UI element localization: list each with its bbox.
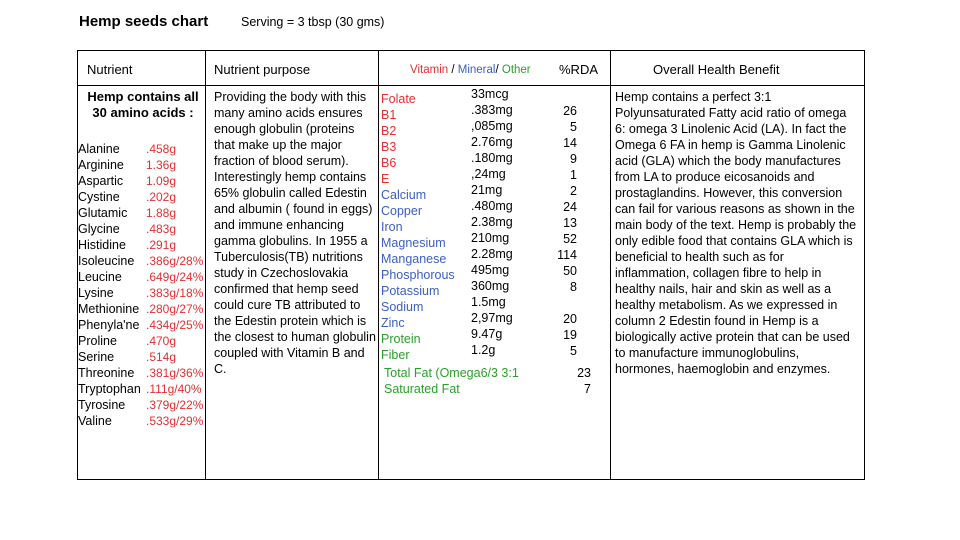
amino-acid-row xyxy=(78,269,206,285)
amino-acid-row xyxy=(78,173,206,189)
amino-acid-amount: .379g/22% xyxy=(146,398,204,412)
nutrient-amount: 1.2g xyxy=(471,343,496,357)
nutrient-name: Folate xyxy=(381,92,416,106)
fat-list xyxy=(384,365,607,397)
amino-acid-row xyxy=(78,285,206,301)
amino-acid-amount: 1.36g xyxy=(146,158,177,172)
amino-acid-row xyxy=(78,333,206,349)
fat-rda: 23 xyxy=(577,366,591,380)
amino-acid-amount: .383g/18% xyxy=(146,286,204,300)
nutrient-name: Potassium xyxy=(381,284,440,298)
amino-acid-amount: .280g/27% xyxy=(146,302,204,316)
nutrient-name: B6 xyxy=(381,156,397,170)
amino-acid-amount: .434g/25% xyxy=(146,318,204,332)
amino-heading: Hemp contains all 30 amino acids : xyxy=(87,89,199,120)
amino-acid-row xyxy=(78,237,206,253)
nutrient-name: Protein xyxy=(381,332,421,346)
amino-acid-row xyxy=(78,221,206,237)
header-legend xyxy=(410,64,531,76)
amino-acid-amount: .514g xyxy=(146,350,177,364)
amino-acid-row xyxy=(78,157,206,173)
fat-name: Saturated Fat xyxy=(384,382,460,396)
amino-acid-name: Arginine xyxy=(78,158,124,172)
nutrient-rda: 114 xyxy=(557,248,577,262)
nutrient-amount: 2.28mg xyxy=(471,247,513,261)
legend-mineral: Mineral xyxy=(457,64,496,76)
nutrient-rda: 20 xyxy=(563,312,577,326)
nutrient-name: B1 xyxy=(381,108,397,122)
amino-acid-row xyxy=(78,381,206,397)
nutrient-amount: 33mcg xyxy=(471,87,509,101)
nutrient-name: Copper xyxy=(381,204,422,218)
table-right-border xyxy=(864,50,865,480)
amino-acid-amount: .649g/24% xyxy=(146,270,204,284)
amino-acid-name: Methionine xyxy=(78,302,140,316)
nutrient-rda: 19 xyxy=(563,328,577,342)
serving-size: Serving = 3 tbsp (30 gms) xyxy=(241,15,385,29)
amino-acid-name: Histidine xyxy=(78,238,126,252)
nutrient-name: Sodium xyxy=(381,300,424,314)
amino-acid-name: Phenyla'ne xyxy=(78,318,140,332)
nutrient-amount: .180mg xyxy=(471,151,513,165)
nutrient-rda: 52 xyxy=(563,232,577,246)
nutrient-row xyxy=(381,345,607,361)
column-divider-2 xyxy=(378,50,379,480)
amino-acid-amount: .386g/28% xyxy=(146,254,204,268)
nutrient-amount: 210mg xyxy=(471,231,510,245)
amino-acid-name: Threonine xyxy=(78,366,135,380)
nutrient-amount: 2.38mg xyxy=(471,215,513,229)
nutrient-rda: 5 xyxy=(570,120,577,134)
nutrient-rda: 8 xyxy=(570,280,577,294)
nutrient-amount: .480mg xyxy=(471,199,513,213)
legend-separator: / xyxy=(451,64,455,76)
nutrient-rda: 14 xyxy=(563,136,577,150)
fat-rda: 7 xyxy=(584,382,591,396)
table-bottom-border xyxy=(77,479,865,480)
nutrient-amount: ,24mg xyxy=(471,167,506,181)
nutrient-rda: 24 xyxy=(563,200,577,214)
nutrient-name: Zinc xyxy=(381,316,405,330)
amino-acid-row xyxy=(78,349,206,365)
amino-acid-amount: .291g xyxy=(146,238,177,252)
table-top-border xyxy=(77,50,865,51)
nutrient-rda: 1 xyxy=(570,168,577,182)
nutrient-name: B3 xyxy=(381,140,397,154)
nutrient-name: Phosphorous xyxy=(381,268,455,282)
amino-acid-amount: .202g xyxy=(146,190,177,204)
nutrient-amount: 2,97mg xyxy=(471,311,513,325)
nutrient-rda: 50 xyxy=(563,264,577,278)
nutrient-rda: 2 xyxy=(570,184,577,198)
amino-acid-name: Lysine xyxy=(78,286,114,300)
header-benefit: Overall Health Benefit xyxy=(653,62,780,77)
amino-acid-name: Glutamic xyxy=(78,206,128,220)
nutrient-name: Manganese xyxy=(381,252,447,266)
nutrient-list xyxy=(381,89,607,361)
amino-acid-row xyxy=(78,205,206,221)
nutrient-name: Calcium xyxy=(381,188,427,202)
amino-acid-row xyxy=(78,413,206,429)
nutrient-rda: 9 xyxy=(570,152,577,166)
amino-acid-amount: .533g/29% xyxy=(146,414,204,428)
nutrient-amount: 1.5mg xyxy=(471,295,506,309)
nutrient-amount: 360mg xyxy=(471,279,510,293)
amino-acid-amount: .458g xyxy=(146,142,177,156)
amino-acid-amount: 1.88g xyxy=(146,206,177,220)
nutrient-amount: 9.47g xyxy=(471,327,503,341)
fat-row xyxy=(384,381,607,397)
nutrient-amount: 495mg xyxy=(471,263,510,277)
header-rda: %RDA xyxy=(559,62,599,77)
nutrient-rda: 5 xyxy=(570,344,577,358)
amino-acid-amount: .470g xyxy=(146,334,177,348)
header-nutrient: Nutrient xyxy=(87,62,133,77)
amino-acid-amount: .381g/36% xyxy=(146,366,204,380)
amino-acid-amount: .111g/40% xyxy=(146,382,202,396)
amino-acid-name: Cystine xyxy=(78,190,120,204)
amino-acid-row xyxy=(78,301,206,317)
amino-acid-row xyxy=(78,317,206,333)
fat-row xyxy=(384,365,607,381)
amino-acid-row xyxy=(78,253,206,269)
nutrient-amount: ,085mg xyxy=(471,119,513,133)
legend-other: Other xyxy=(501,64,531,76)
nutrient-rda: 26 xyxy=(563,104,577,118)
amino-acid-name: Proline xyxy=(78,334,117,348)
fat-name: Total Fat (Omega6/3 3:1 xyxy=(384,366,519,380)
amino-acid-name: Aspartic xyxy=(78,174,124,188)
chart-title: Hemp seeds chart xyxy=(79,13,209,30)
nutrient-name: Iron xyxy=(381,220,403,234)
amino-acid-name: Serine xyxy=(78,350,115,364)
nutrient-name: E xyxy=(381,172,390,186)
amino-acid-row xyxy=(78,365,206,381)
amino-acid-name: Leucine xyxy=(78,270,122,284)
legend-vitamin: Vitamin xyxy=(410,64,449,76)
health-benefit-text: Hemp contains a perfect 3:1 Polyunsaturated Fatty acid ratio of omega 6: omega 3 Linolenic Acid (LA). In fact the Omega 6 FA in hemp is Gamma Linolenic acid (GLA) which the body manufactures from LA to produce eicosanoids and prostaglandins. However, this conversion can fail for various reasons as shown in the main body of the text. Hemp is probably the only edible food that contains GLA which is beneficial to health such as for inflammation, collagen fibre to help in healthy nails, hair and skin as well as a healthy metabolism. As we expressed in column 2 Edestin found in Hemp is a biologically active protein that can be used to manufacture immunoglobulins, hormones, haemoglobin and enzymes. xyxy=(615,90,857,376)
amino-acid-amount: .483g xyxy=(146,222,177,236)
amino-acid-name: Valine xyxy=(78,414,112,428)
nutrient-name: Fiber xyxy=(381,348,410,362)
amino-acid-name: Tyrosine xyxy=(78,398,126,412)
amino-acid-amount: 1.09g xyxy=(146,174,177,188)
nutrient-amount: 21mg xyxy=(471,183,503,197)
amino-acid-name: Alanine xyxy=(78,142,120,156)
legend-separator: / xyxy=(495,64,499,76)
amino-acid-row xyxy=(78,397,206,413)
nutrient-purpose-text: Providing the body with this many amino acids ensures enough globulin (proteins that make up the major fraction of blood serum). Interestingly hemp contains 65% globulin called Edestin and albumin ( found in eggs) and immune enhancing gamma globulins. In 1955 a Tuberculosis(TB) nutritions study in Czechoslovakia confirmed that hemp seed could cure TB attributed to the Edestin protein which is the closest to human globulin coupled with Vitamin B and C. xyxy=(214,90,376,376)
amino-acid-list xyxy=(78,141,206,429)
amino-acid-name: Glycine xyxy=(78,222,120,236)
nutrient-amount: 2.76mg xyxy=(471,135,513,149)
nutrient-rda: 13 xyxy=(563,216,577,230)
header-purpose: Nutrient purpose xyxy=(214,62,311,77)
nutrient-name: Magnesium xyxy=(381,236,446,250)
amino-acid-row xyxy=(78,189,206,205)
amino-acid-name: Isoleucine xyxy=(78,254,135,268)
nutrient-name: B2 xyxy=(381,124,397,138)
column-divider-3 xyxy=(610,50,611,480)
amino-acid-name: Tryptophan xyxy=(78,382,141,396)
nutrient-amount: .383mg xyxy=(471,103,513,117)
amino-acid-row xyxy=(78,141,206,157)
